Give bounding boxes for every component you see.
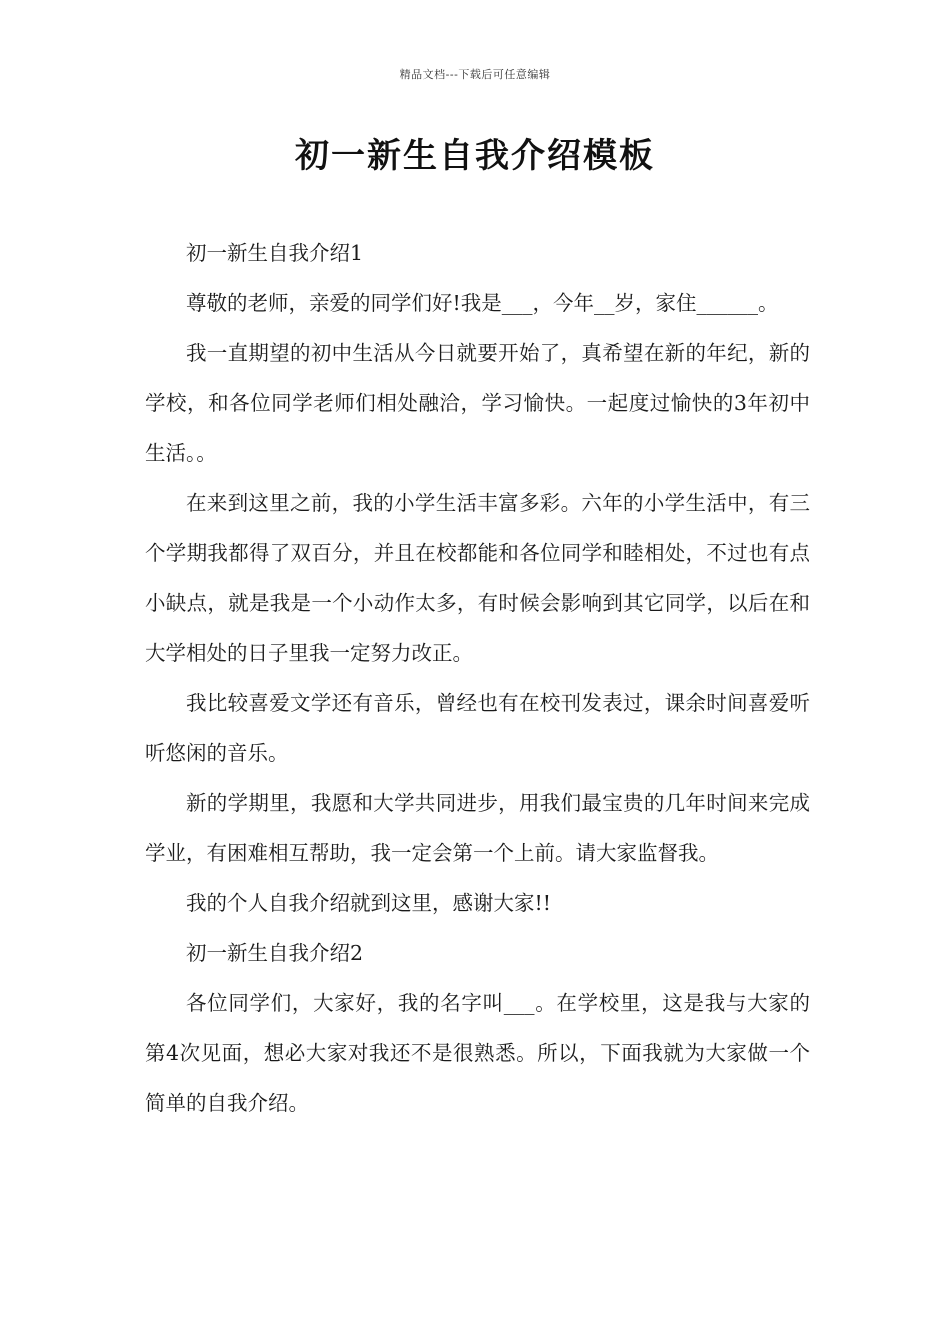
paragraph-new-term: 新的学期里，我愿和大学共同进步，用我们最宝贵的几年时间来完成学业，有困难相互帮助，我一定会第一个上前。请大家监督我。	[145, 791, 810, 865]
document-body	[145, 228, 810, 1128]
paragraph-closing: 我的个人自我介绍就到这里，感谢大家!!	[186, 891, 551, 915]
document-title: 初一新生自我介绍模板	[295, 136, 655, 176]
paragraph-expectation: 我一直期望的初中生活从今日就要开始了，真希望在新的年纪，新的学校，和各位同学老师们相处融洽，学习愉快。一起度过愉快的3年初中生活。。	[145, 341, 810, 465]
paragraph-greeting: 尊敬的老师，亲爱的同学们好!我是___，今年__岁，家住______。	[186, 291, 779, 315]
paragraph-intro-2: 各位同学们，大家好，我的名字叫___。在学校里，这是我与大家的第4次见面，想必大家对我还不是很熟悉。所以，下面我就为大家做一个简单的自我介绍。	[145, 991, 810, 1115]
paragraph-section-heading-1: 初一新生自我介绍1	[186, 241, 364, 265]
paragraph-primary-school: 在来到这里之前，我的小学生活丰富多彩。六年的小学生活中，有三个学期我都得了双百分，并且在校都能和各位同学和睦相处，不过也有点小缺点，就是我是一个小动作太多，有时候会影响到其它同学，以后在和大学相处的日子里我一定努力改正。	[145, 491, 810, 665]
paragraph-hobbies: 我比较喜爱文学还有音乐，曾经也有在校刊发表过，课余时间喜爱听听悠闲的音乐。	[145, 691, 810, 765]
header-note: 精品文档---下载后可任意编辑	[399, 68, 551, 81]
paragraph-section-heading-2: 初一新生自我介绍2	[186, 941, 364, 965]
